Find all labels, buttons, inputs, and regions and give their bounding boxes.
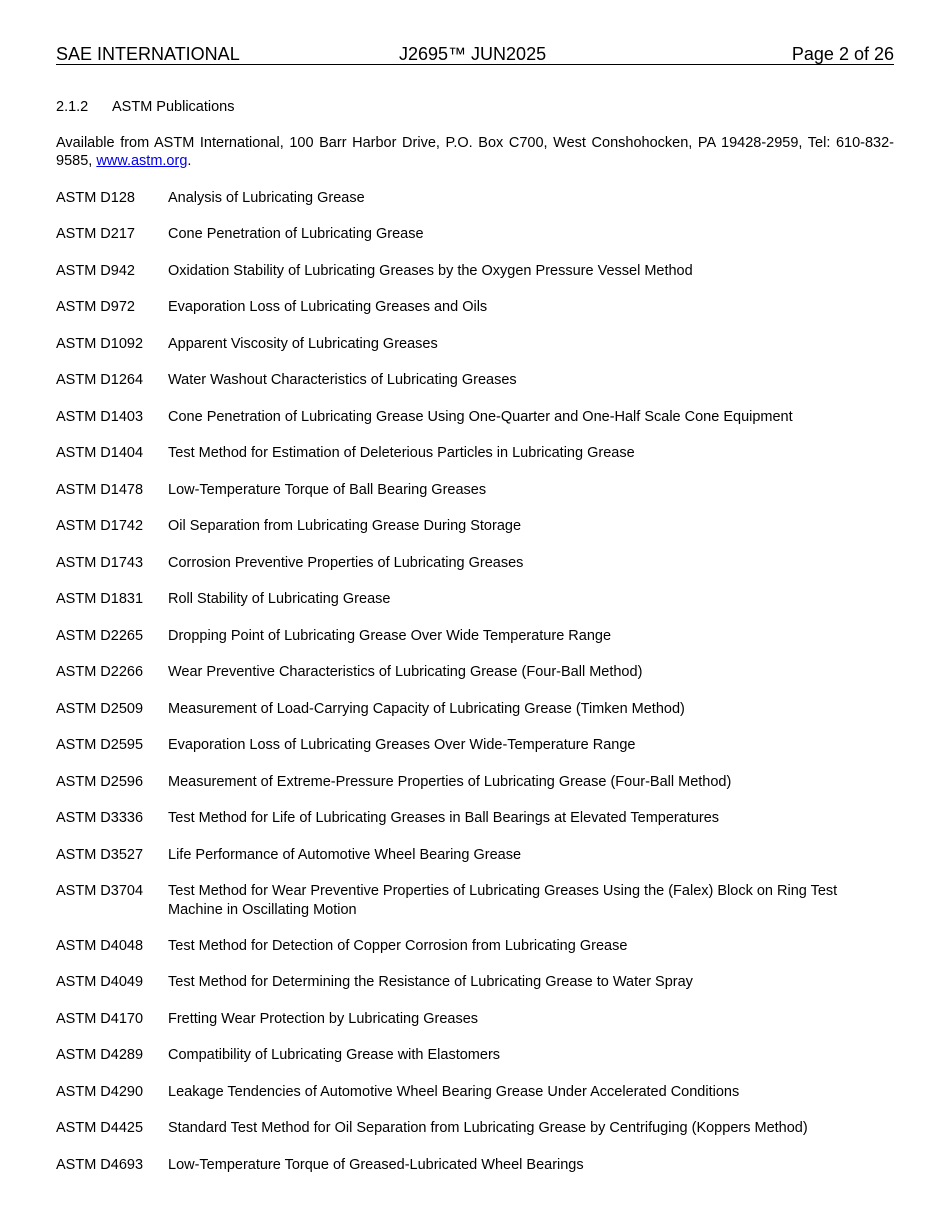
reference-item xyxy=(56,736,894,754)
reference-title: Low-Temperature Torque of Greased-Lubricated Wheel Bearings xyxy=(168,1156,584,1173)
reference-item xyxy=(56,1010,894,1028)
astm-website-link[interactable]: www.astm.org xyxy=(96,153,188,169)
reference-code: ASTM D1478 xyxy=(56,481,144,498)
reference-title: Wear Preventive Characteristics of Lubricating Grease (Four-Ball Method) xyxy=(168,664,643,681)
reference-title: Apparent Viscosity of Lubricating Greases xyxy=(168,335,438,352)
reference-title: Standard Test Method for Oil Separation from Lubricating Grease by Centrifuging (Koppers Method) xyxy=(168,1120,808,1137)
section-title: ASTM Publications xyxy=(112,99,235,115)
reference-item xyxy=(56,773,894,791)
reference-code: ASTM D4425 xyxy=(56,1120,144,1137)
reference-title: Measurement of Load-Carrying Capacity of Lubricating Grease (Timken Method) xyxy=(168,700,685,717)
reference-code: ASTM D2596 xyxy=(56,773,144,790)
reference-title: Dropping Point of Lubricating Grease Over Wide Temperature Range xyxy=(168,627,612,644)
reference-title: Roll Stability of Lubricating Grease xyxy=(168,591,391,608)
reference-item xyxy=(56,1046,894,1064)
reference-item xyxy=(56,1083,894,1101)
reference-item xyxy=(56,517,894,535)
section-heading xyxy=(56,98,235,116)
reference-title: Low-Temperature Torque of Ball Bearing Greases xyxy=(168,481,487,498)
reference-title: Cone Penetration of Lubricating Grease Using One-Quarter and One-Half Scale Cone Equipment xyxy=(168,408,793,425)
reference-item xyxy=(56,554,894,572)
reference-title: Fretting Wear Protection by Lubricating Greases xyxy=(168,1010,479,1027)
reference-item xyxy=(56,225,894,243)
reference-code: ASTM D3704 xyxy=(56,883,144,900)
reference-title: Analysis of Lubricating Grease xyxy=(168,190,365,206)
section-number: 2.1.2 xyxy=(56,99,89,115)
reference-title: Evaporation Loss of Lubricating Greases Over Wide-Temperature Range xyxy=(168,737,636,754)
reference-code: ASTM D2509 xyxy=(56,700,144,717)
reference-item xyxy=(56,1119,894,1137)
page-header xyxy=(56,44,894,65)
reference-item xyxy=(56,481,894,499)
reference-code: ASTM D1264 xyxy=(56,372,144,389)
reference-item xyxy=(56,371,894,389)
reference-code: ASTM D1831 xyxy=(56,591,144,608)
reference-code: ASTM D2265 xyxy=(56,627,144,644)
reference-title: Leakage Tendencies of Automotive Wheel Bearing Grease Under Accelerated Conditions xyxy=(168,1083,740,1100)
reference-code: ASTM D942 xyxy=(56,262,135,279)
reference-title: Corrosion Preventive Properties of Lubricating Greases xyxy=(168,554,524,571)
reference-code: ASTM D1404 xyxy=(56,445,144,462)
reference-code: ASTM D4048 xyxy=(56,937,144,954)
astm-reference-list xyxy=(56,189,894,1192)
reference-title: Test Method for Life of Lubricating Greases in Ball Bearings at Elevated Temperatures xyxy=(168,810,720,827)
reference-title: Cone Penetration of Lubricating Grease xyxy=(168,226,424,243)
reference-code: ASTM D3336 xyxy=(56,810,144,827)
reference-item xyxy=(56,937,894,955)
reference-code: ASTM D217 xyxy=(56,226,135,243)
reference-title: Test Method for Determining the Resistance of Lubricating Grease to Water Spray xyxy=(168,974,693,991)
reference-item xyxy=(56,809,894,827)
reference-code: ASTM D2595 xyxy=(56,737,144,754)
reference-code: ASTM D3527 xyxy=(56,846,144,863)
reference-title: Test Method for Detection of Copper Corrosion from Lubricating Grease xyxy=(168,937,628,954)
reference-item xyxy=(56,846,894,864)
availability-paragraph xyxy=(56,134,894,170)
reference-title: Evaporation Loss of Lubricating Greases and Oils xyxy=(168,299,488,316)
header-page-number: Page 2 of 26 xyxy=(791,44,894,64)
reference-code: ASTM D4049 xyxy=(56,974,144,991)
reference-item xyxy=(56,1156,894,1174)
reference-item xyxy=(56,298,894,316)
reference-title: Life Performance of Automotive Wheel Bearing Grease xyxy=(168,846,522,863)
reference-title: Measurement of Extreme-Pressure Properties of Lubricating Grease (Four-Ball Method) xyxy=(168,773,732,790)
reference-title: Test Method for Estimation of Deleterious Particles in Lubricating Grease xyxy=(168,445,635,462)
reference-title: Test Method for Wear Preventive Properties of Lubricating Greases Using the (Falex) Block on Ring Test Machine in Oscillating Motion xyxy=(168,883,838,918)
reference-code: ASTM D1092 xyxy=(56,335,144,352)
reference-code: ASTM D972 xyxy=(56,299,135,316)
reference-item xyxy=(56,973,894,991)
reference-code: ASTM D4289 xyxy=(56,1047,144,1064)
reference-item xyxy=(56,663,894,681)
reference-item xyxy=(56,189,894,207)
reference-item xyxy=(56,590,894,608)
header-organization: SAE INTERNATIONAL xyxy=(56,44,240,64)
reference-item xyxy=(56,700,894,718)
reference-code: ASTM D1403 xyxy=(56,408,144,425)
reference-title: Oxidation Stability of Lubricating Greases by the Oxygen Pressure Vessel Method xyxy=(168,262,693,279)
availability-suffix: . xyxy=(187,153,192,169)
reference-item xyxy=(56,627,894,645)
reference-title: Water Washout Characteristics of Lubricating Greases xyxy=(168,372,517,389)
header-document-id: J2695™ JUN2025 xyxy=(399,44,547,64)
reference-item xyxy=(56,444,894,462)
availability-text: Available from ASTM International, 100 Barr Harbor Drive, P.O. Box C700, West Conshohocken, PA 19428-2959, Tel: 610-832-9585, xyxy=(56,135,894,169)
reference-item xyxy=(56,408,894,426)
reference-title: Oil Separation from Lubricating Grease During Storage xyxy=(168,518,522,535)
reference-code: ASTM D1743 xyxy=(56,554,144,571)
reference-code: ASTM D4693 xyxy=(56,1156,144,1173)
reference-item xyxy=(56,882,894,919)
reference-title: Compatibility of Lubricating Grease with Elastomers xyxy=(168,1047,501,1064)
reference-code: ASTM D128 xyxy=(56,190,135,206)
reference-code: ASTM D4170 xyxy=(56,1010,144,1027)
reference-item xyxy=(56,262,894,280)
reference-code: ASTM D2266 xyxy=(56,664,144,681)
reference-item xyxy=(56,335,894,353)
reference-code: ASTM D4290 xyxy=(56,1083,144,1100)
reference-code: ASTM D1742 xyxy=(56,518,144,535)
